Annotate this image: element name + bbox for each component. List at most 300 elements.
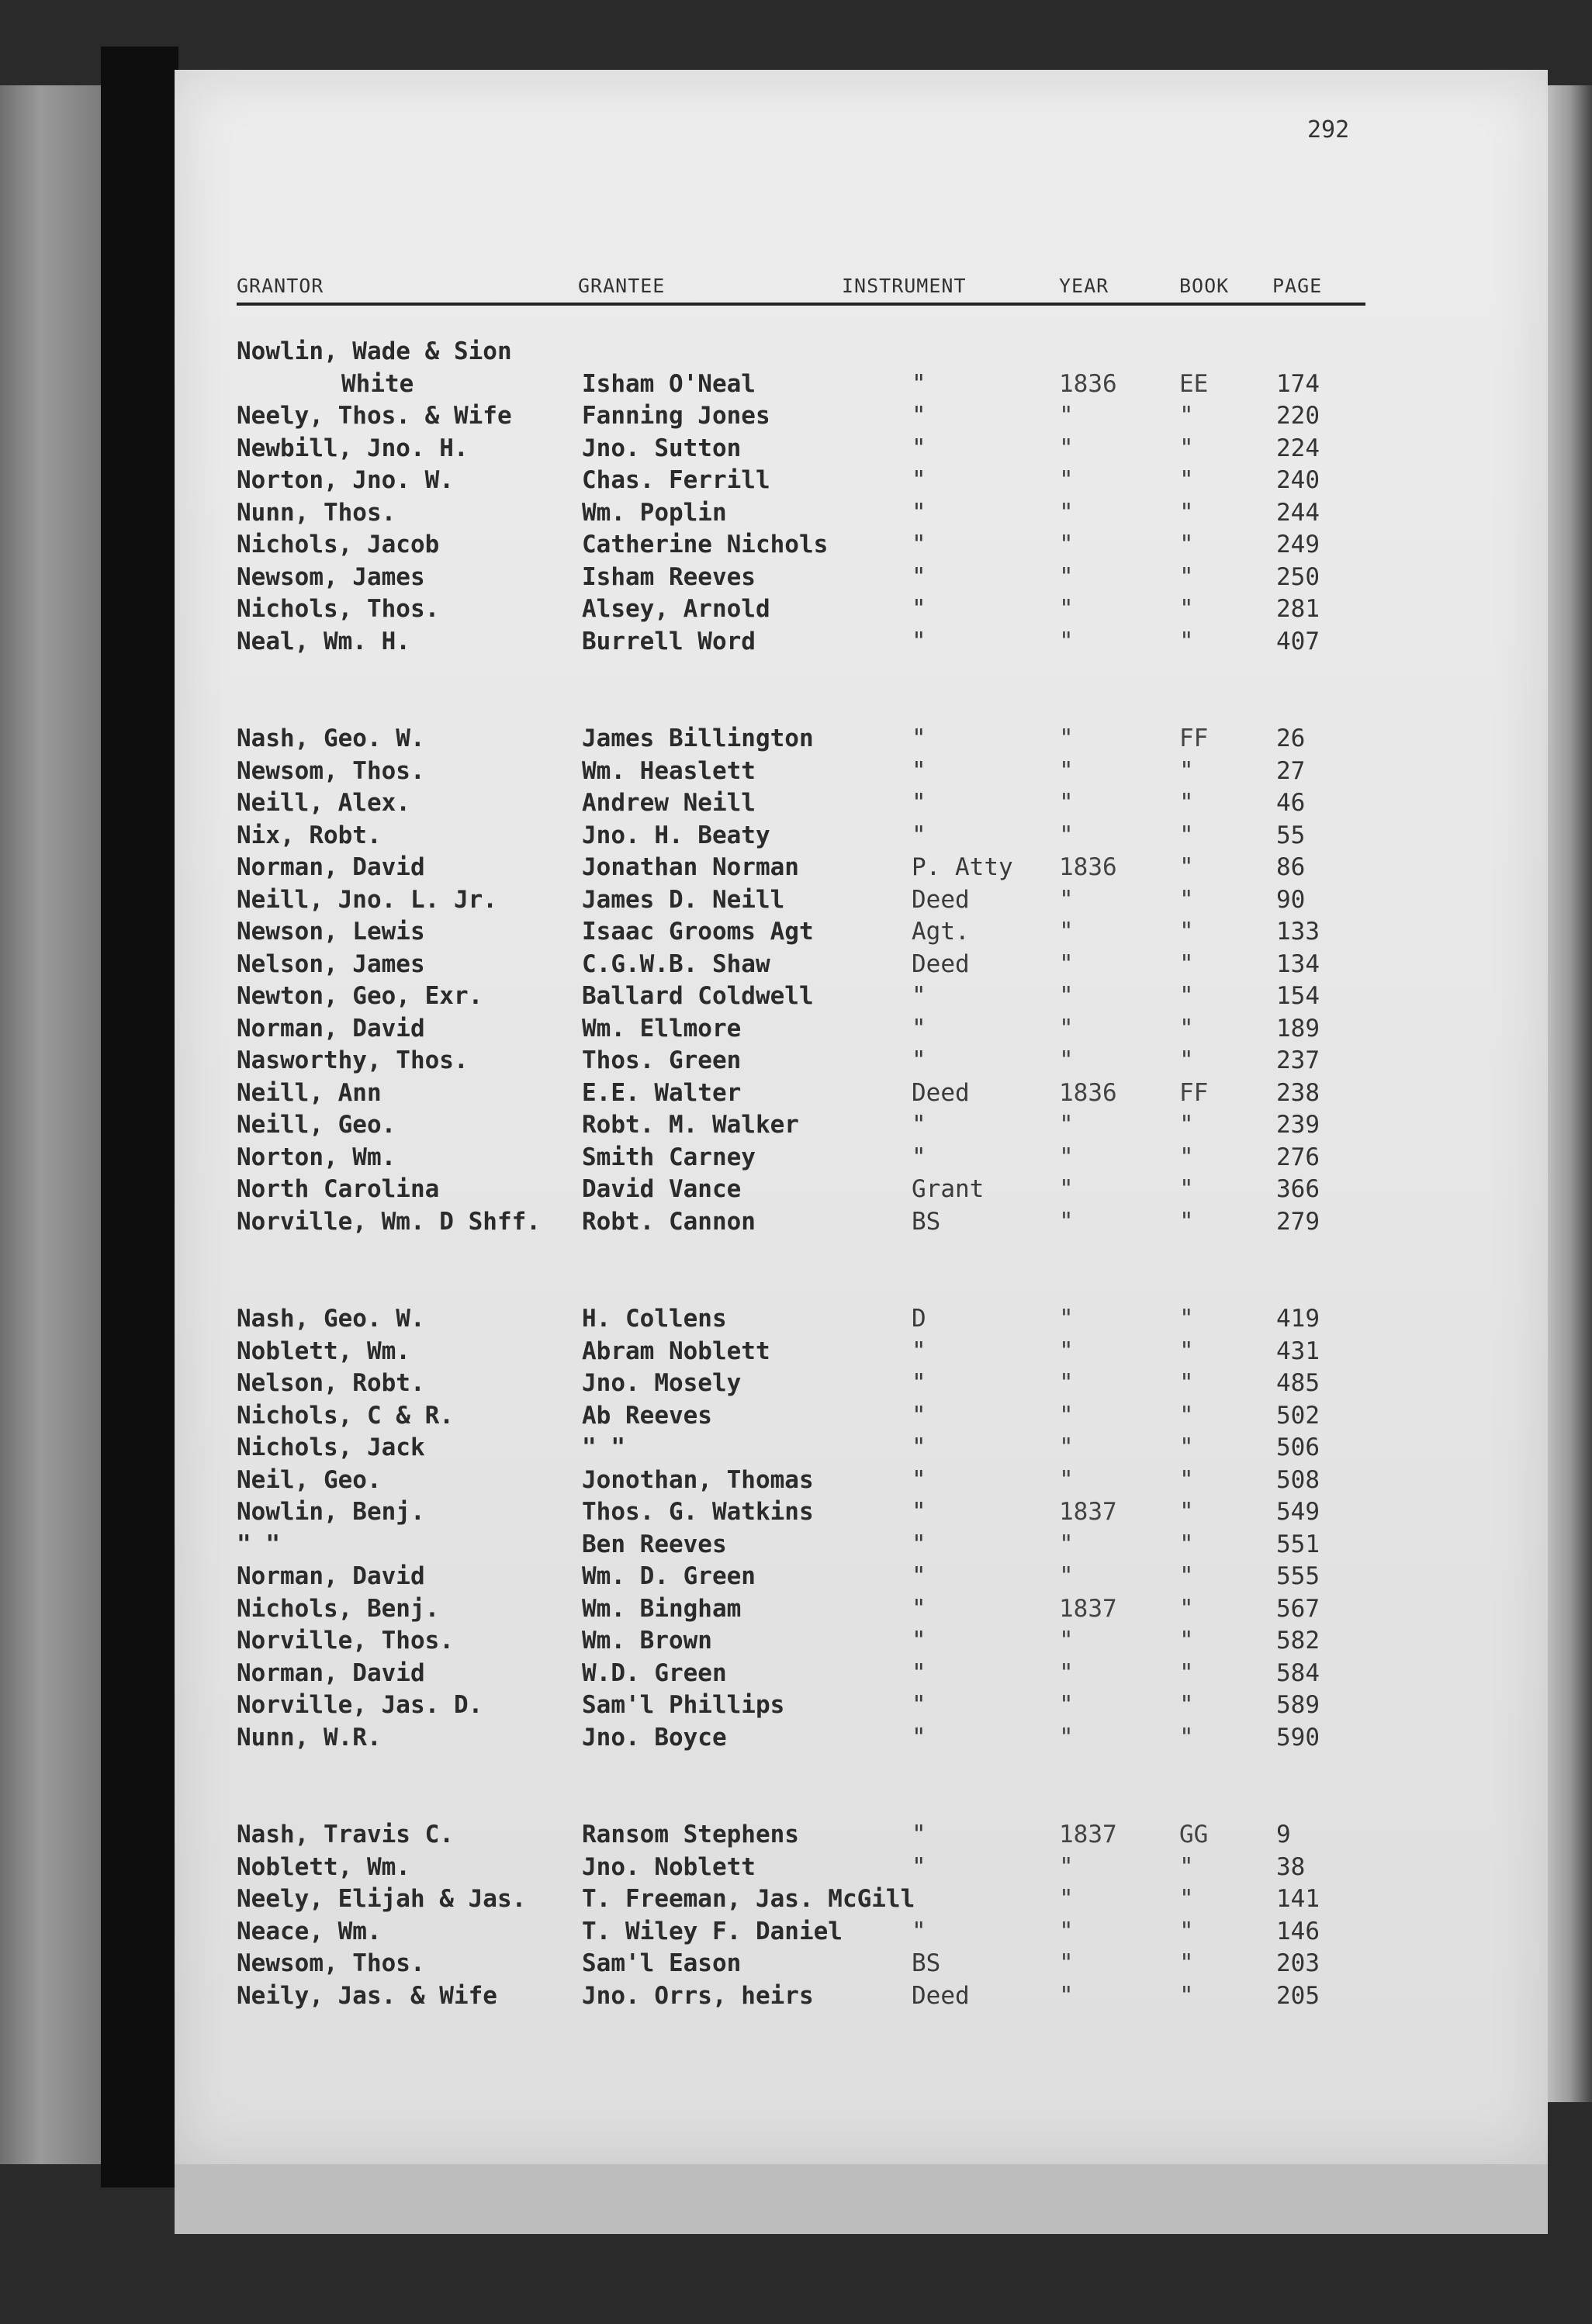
book-cell: ": [1179, 1465, 1194, 1494]
grantor-cell: Neill, Jno. L. Jr.: [237, 885, 497, 914]
page-cell: 224: [1276, 434, 1320, 462]
instrument-cell: ": [912, 1658, 926, 1687]
book-cell: ": [1179, 1530, 1194, 1558]
instrument-cell: ": [912, 1143, 926, 1171]
instrument-cell: ": [912, 1852, 926, 1881]
book-cell: ": [1179, 756, 1194, 785]
page-cell: 506: [1276, 1433, 1320, 1461]
instrument-cell: ": [912, 821, 926, 849]
page-cell: 141: [1276, 1885, 1320, 1913]
book-cell: ": [1179, 595, 1194, 623]
page-cell: 502: [1276, 1401, 1320, 1430]
grantor-cell: " ": [237, 1530, 280, 1558]
book-cell: ": [1179, 1498, 1194, 1526]
year-cell: ": [1059, 1949, 1074, 1977]
grantee-cell: Sam'l Phillips: [582, 1691, 785, 1719]
page-cell: 366: [1276, 1175, 1320, 1203]
ledger-row: [237, 1821, 1377, 1853]
grantee-cell: Wm. D. Green: [582, 1562, 756, 1590]
grantee-cell: Wm. Poplin: [582, 498, 727, 527]
grantor-cell: Nash, Geo. W.: [237, 1305, 425, 1333]
header-year: YEAR: [1059, 275, 1109, 297]
page-cell: 508: [1276, 1465, 1320, 1494]
ledger-row: [237, 821, 1377, 854]
book-cell: ": [1179, 1981, 1194, 2010]
year-cell: ": [1059, 1885, 1074, 1913]
book-cell: ": [1179, 1369, 1194, 1397]
instrument-cell: Agt.: [912, 918, 970, 946]
book-cell: FF: [1179, 725, 1209, 752]
ledger-row: [237, 1466, 1377, 1499]
instrument-cell: ": [912, 531, 926, 559]
grantee-cell: Burrell Word: [582, 627, 756, 655]
ledger-row: [237, 1402, 1377, 1434]
grantor-cell: Neace, Wm.: [237, 1917, 382, 1945]
entry-group: [237, 337, 1377, 659]
grantor-cell: Norville, Jas. D.: [237, 1691, 483, 1719]
instrument-cell: ": [912, 562, 926, 591]
grantee-cell: Thos. Green: [582, 1046, 742, 1074]
year-cell: ": [1059, 1369, 1074, 1397]
year-cell: ": [1059, 1691, 1074, 1719]
grantee-cell: C.G.W.B. Shaw: [582, 949, 770, 978]
instrument-cell: ": [912, 1821, 926, 1848]
ledger-row: [237, 725, 1377, 757]
grantee-cell: Thos. G. Watkins: [582, 1498, 814, 1526]
year-cell: ": [1059, 1530, 1074, 1558]
grantor-cell: Norville, Thos.: [237, 1627, 454, 1655]
page-number: 292: [1307, 116, 1350, 144]
grantor-cell: Neil, Geo.: [237, 1465, 382, 1494]
grantee-cell: Jonothan, Thomas: [582, 1465, 814, 1494]
book-cell: ": [1179, 1337, 1194, 1365]
header-instrument: INSTRUMENT: [842, 275, 967, 297]
year-cell: ": [1059, 1143, 1074, 1171]
grantor-cell: Nichols, Thos.: [237, 595, 440, 623]
ledger-row: [237, 1691, 1377, 1724]
header-book: BOOK: [1179, 275, 1230, 297]
year-cell: 1837: [1059, 1821, 1117, 1848]
page-cell: 9: [1276, 1821, 1291, 1848]
page-cell: 244: [1276, 498, 1320, 527]
year-cell: ": [1059, 1175, 1074, 1203]
year-cell: ": [1059, 1111, 1074, 1139]
grantor-cell: Newsom, Thos.: [237, 756, 425, 785]
page-cell: 133: [1276, 918, 1320, 946]
ledger-row: [237, 1079, 1377, 1112]
ledger-row: [237, 1498, 1377, 1530]
page-cell: 146: [1276, 1917, 1320, 1945]
page-cell: 27: [1276, 756, 1306, 785]
page-cell: 555: [1276, 1562, 1320, 1590]
grantee-cell: T. Wiley F. Daniel: [582, 1917, 843, 1945]
year-cell: 1837: [1059, 1594, 1117, 1623]
instrument-cell: Deed: [912, 1078, 970, 1107]
grantor-cell: Norman, David: [237, 1562, 425, 1590]
ledger-row: [237, 1208, 1377, 1240]
grantee-cell: " ": [582, 1433, 625, 1461]
ledger-row: [237, 1918, 1377, 1950]
page-cell: 276: [1276, 1143, 1320, 1171]
instrument-cell: ": [912, 434, 926, 462]
instrument-cell: ": [912, 627, 926, 655]
page-cell: 205: [1276, 1981, 1320, 2010]
grantor-cell: Norman, David: [237, 853, 425, 881]
grantee-cell: Alsey, Arnold: [582, 595, 770, 623]
year-cell: 1836: [1059, 853, 1117, 881]
ledger-row: [237, 982, 1377, 1015]
grantor-cell: Nowlin, Benj.: [237, 1498, 425, 1526]
grantor-cell: Norville, Wm. D Shff.: [237, 1207, 541, 1236]
ledger-row: [237, 370, 1377, 403]
grantee-cell: Robt. M. Walker: [582, 1111, 799, 1139]
page-cell: 431: [1276, 1337, 1320, 1365]
grantee-cell: Jno. Sutton: [582, 434, 742, 462]
group-spacer: [237, 1240, 1377, 1305]
year-cell: ": [1059, 1305, 1074, 1333]
grantee-cell: Ransom Stephens: [582, 1821, 799, 1848]
entry-group: [237, 1821, 1377, 2014]
instrument-cell: ": [912, 725, 926, 752]
instrument-cell: ": [912, 1111, 926, 1139]
book-cell: ": [1179, 949, 1194, 978]
ledger-entries: [237, 337, 1377, 2014]
grantee-cell: T. Freeman, Jas. McGill: [582, 1885, 915, 1913]
grantee-cell: Fanning Jones: [582, 402, 770, 430]
instrument-cell: ": [912, 1337, 926, 1365]
year-cell: ": [1059, 1562, 1074, 1590]
year-cell: ": [1059, 725, 1074, 752]
year-cell: ": [1059, 434, 1074, 462]
instrument-cell: BS: [912, 1207, 941, 1236]
ledger-row: [237, 918, 1377, 950]
instrument-cell: ": [912, 1917, 926, 1945]
ledger-row: [237, 1659, 1377, 1692]
instrument-cell: ": [912, 1594, 926, 1623]
ledger-row: [237, 1046, 1377, 1079]
header-grantee: GRANTEE: [578, 275, 666, 297]
instrument-cell: ": [912, 595, 926, 623]
grantee-cell: Isaac Grooms Agt: [582, 918, 814, 946]
ledger-row: [237, 1885, 1377, 1918]
ledger-row: [237, 1949, 1377, 1982]
ledger-row: [237, 402, 1377, 434]
page-cell: 281: [1276, 595, 1320, 623]
page-cell: 55: [1276, 821, 1306, 849]
ledger-row: [237, 337, 1377, 370]
page-cell: 250: [1276, 562, 1320, 591]
grantor-cell: Nelson, Robt.: [237, 1369, 425, 1397]
grantee-cell: Jno. Orrs, heirs: [582, 1981, 814, 2010]
ledger-row: [237, 757, 1377, 790]
grantee-cell: Jonathan Norman: [582, 853, 799, 881]
year-cell: ": [1059, 1014, 1074, 1043]
book-cell: ": [1179, 1207, 1194, 1236]
grantor-cell: Norton, Jno. W.: [237, 466, 454, 494]
grantee-cell: H. Collens: [582, 1305, 727, 1333]
grantee-cell: Sam'l Eason: [582, 1949, 742, 1977]
page-cell: 238: [1276, 1078, 1320, 1107]
grantor-cell: Newson, Lewis: [237, 918, 425, 946]
grantee-cell: David Vance: [582, 1175, 742, 1203]
instrument-cell: ": [912, 1014, 926, 1043]
book-cell: FF: [1179, 1078, 1209, 1107]
instrument-cell: ": [912, 1046, 926, 1074]
book-cell: ": [1179, 627, 1194, 655]
ledger-row: [237, 595, 1377, 628]
year-cell: ": [1059, 982, 1074, 1010]
instrument-cell: ": [912, 1627, 926, 1655]
year-cell: ": [1059, 627, 1074, 655]
ledger-row: [237, 1433, 1377, 1466]
book-cell: ": [1179, 531, 1194, 559]
book-cell: GG: [1179, 1821, 1209, 1848]
grantee-cell: Wm. Bingham: [582, 1594, 742, 1623]
grantee-cell: Catherine Nichols: [582, 531, 829, 559]
ledger-row: [237, 1853, 1377, 1886]
ledger-row: [237, 1015, 1377, 1047]
year-cell: 1837: [1059, 1498, 1117, 1526]
page-cell: 38: [1276, 1852, 1306, 1881]
instrument-cell: ": [912, 369, 926, 398]
grantor-cell: White: [341, 369, 414, 398]
page-cell: 590: [1276, 1723, 1320, 1752]
ledger-row: [237, 886, 1377, 918]
year-cell: ": [1059, 789, 1074, 817]
entry-group: [237, 1305, 1377, 1755]
book-cell: ": [1179, 1305, 1194, 1333]
book-cell: ": [1179, 1562, 1194, 1590]
book-cell: ": [1179, 498, 1194, 527]
book-cell: ": [1179, 789, 1194, 817]
book-cell: ": [1179, 1627, 1194, 1655]
page-cell: 90: [1276, 885, 1306, 914]
instrument-cell: ": [912, 1433, 926, 1461]
year-cell: ": [1059, 1852, 1074, 1881]
grantee-cell: Robt. Cannon: [582, 1207, 756, 1236]
grantor-cell: Newsom, Thos.: [237, 1949, 425, 1977]
page-cell: 249: [1276, 531, 1320, 559]
grantor-cell: Noblett, Wm.: [237, 1852, 410, 1881]
book-cell: ": [1179, 1852, 1194, 1881]
page-cell: 485: [1276, 1369, 1320, 1397]
grantor-cell: Norman, David: [237, 1014, 425, 1043]
year-cell: ": [1059, 1207, 1074, 1236]
instrument-cell: BS: [912, 1949, 941, 1977]
grantee-cell: Isham Reeves: [582, 562, 756, 591]
grantor-cell: Nash, Travis C.: [237, 1821, 454, 1848]
instrument-cell: ": [912, 982, 926, 1010]
grantor-cell: Neely, Thos. & Wife: [237, 402, 512, 430]
instrument-cell: ": [912, 1369, 926, 1397]
year-cell: ": [1059, 918, 1074, 946]
instrument-cell: ": [912, 498, 926, 527]
instrument-cell: ": [912, 1723, 926, 1752]
instrument-cell: ": [912, 1530, 926, 1558]
book-cell: ": [1179, 466, 1194, 494]
grantor-cell: Neely, Elijah & Jas.: [237, 1885, 527, 1913]
instrument-cell: Deed: [912, 949, 970, 978]
group-spacer: [237, 1755, 1377, 1821]
grantee-cell: W.D. Green: [582, 1658, 727, 1687]
page-bottom-margin: [175, 2164, 1548, 2234]
grantor-cell: Norman, David: [237, 1658, 425, 1687]
year-cell: ": [1059, 1401, 1074, 1430]
ledger-row: [237, 789, 1377, 821]
year-cell: ": [1059, 1337, 1074, 1365]
ledger-row: [237, 434, 1377, 467]
year-cell: ": [1059, 885, 1074, 914]
page-cell: 239: [1276, 1111, 1320, 1139]
column-header-row: [237, 268, 1365, 306]
book-cell: ": [1179, 1723, 1194, 1752]
grantee-cell: Smith Carney: [582, 1143, 756, 1171]
header-rule: [237, 303, 1365, 306]
instrument-cell: ": [912, 1562, 926, 1590]
instrument-cell: Deed: [912, 1981, 970, 2010]
book-cell: ": [1179, 562, 1194, 591]
instrument-cell: Grant: [912, 1175, 985, 1203]
year-cell: ": [1059, 562, 1074, 591]
grantor-cell: Nelson, James: [237, 949, 425, 978]
year-cell: ": [1059, 1658, 1074, 1687]
book-cell: ": [1179, 1949, 1194, 1977]
grantor-cell: Nichols, C & R.: [237, 1401, 454, 1430]
grantor-cell: Nasworthy, Thos.: [237, 1046, 469, 1074]
page-cell: 220: [1276, 402, 1320, 430]
grantee-cell: Ballard Coldwell: [582, 982, 814, 1010]
page-cell: 26: [1276, 725, 1306, 752]
grantor-cell: Neal, Wm. H.: [237, 627, 410, 655]
instrument-cell: ": [912, 466, 926, 494]
page-cell: 567: [1276, 1594, 1320, 1623]
year-cell: ": [1059, 531, 1074, 559]
ledger-row: [237, 563, 1377, 596]
year-cell: ": [1059, 756, 1074, 785]
page-cell: 237: [1276, 1046, 1320, 1074]
page-cell: 279: [1276, 1207, 1320, 1236]
book-cell: ": [1179, 1691, 1194, 1719]
instrument-cell: ": [912, 1465, 926, 1494]
year-cell: ": [1059, 498, 1074, 527]
ledger-row: [237, 1530, 1377, 1563]
ledger-row: [237, 1595, 1377, 1627]
book-cell: ": [1179, 1175, 1194, 1203]
book-cell: ": [1179, 918, 1194, 946]
grantor-cell: Nowlin, Wade & Sion: [237, 337, 512, 365]
page-cell: 549: [1276, 1498, 1320, 1526]
grantor-cell: Nichols, Benj.: [237, 1594, 440, 1623]
year-cell: ": [1059, 1917, 1074, 1945]
page-cell: 154: [1276, 982, 1320, 1010]
grantor-cell: Neill, Ann: [237, 1078, 382, 1107]
ledger-row: [237, 1982, 1377, 2014]
book-cell: ": [1179, 402, 1194, 430]
book-cell: ": [1179, 1111, 1194, 1139]
ledger-row: [237, 1369, 1377, 1402]
page-cell: 86: [1276, 853, 1306, 881]
year-cell: ": [1059, 402, 1074, 430]
grantee-cell: Ben Reeves: [582, 1530, 727, 1558]
page-cell: 551: [1276, 1530, 1320, 1558]
page-cell: 203: [1276, 1949, 1320, 1977]
book-cell: ": [1179, 885, 1194, 914]
year-cell: ": [1059, 949, 1074, 978]
page-cell: 134: [1276, 949, 1320, 978]
ledger-row: [237, 1724, 1377, 1756]
book-spine: [101, 47, 178, 2187]
year-cell: ": [1059, 1723, 1074, 1752]
ledger-row: [237, 499, 1377, 531]
page-cell: 582: [1276, 1627, 1320, 1655]
grantee-cell: Jno. H. Beaty: [582, 821, 770, 849]
ledger-row: [237, 466, 1377, 499]
ledger-row: [237, 628, 1377, 660]
grantee-cell: Abram Noblett: [582, 1337, 770, 1365]
year-cell: ": [1059, 1465, 1074, 1494]
page-cell: 407: [1276, 627, 1320, 655]
year-cell: ": [1059, 1046, 1074, 1074]
grantee-cell: Jno. Noblett: [582, 1852, 756, 1881]
grantor-cell: Newsom, James: [237, 562, 425, 591]
ledger-row: [237, 950, 1377, 983]
year-cell: ": [1059, 466, 1074, 494]
grantee-cell: James D. Neill: [582, 885, 785, 914]
group-spacer: [237, 659, 1377, 725]
year-cell: ": [1059, 821, 1074, 849]
year-cell: ": [1059, 1981, 1074, 2010]
grantor-cell: Neill, Geo.: [237, 1111, 396, 1139]
book-cell: ": [1179, 1433, 1194, 1461]
ledger-row: [237, 1627, 1377, 1659]
year-cell: ": [1059, 1433, 1074, 1461]
grantor-cell: Neill, Alex.: [237, 789, 410, 817]
book-cell: ": [1179, 1046, 1194, 1074]
page-cell: 240: [1276, 466, 1320, 494]
grantee-cell: Wm. Heaslett: [582, 756, 756, 785]
ledger-row: [237, 1305, 1377, 1337]
instrument-cell: Deed: [912, 885, 970, 914]
ledger-row: [237, 853, 1377, 886]
grantor-cell: Norton, Wm.: [237, 1143, 396, 1171]
book-cell: EE: [1179, 369, 1209, 398]
grantee-cell: Andrew Neill: [582, 789, 756, 817]
book-cell: ": [1179, 821, 1194, 849]
grantee-cell: E.E. Walter: [582, 1078, 742, 1107]
page-cell: 584: [1276, 1658, 1320, 1687]
grantee-cell: Wm. Ellmore: [582, 1014, 742, 1043]
book-cell: ": [1179, 1014, 1194, 1043]
grantee-cell: James Billington: [582, 725, 814, 752]
year-cell: 1836: [1059, 1078, 1117, 1107]
page-cell: 419: [1276, 1305, 1320, 1333]
grantee-cell: Jno. Mosely: [582, 1369, 742, 1397]
grantor-cell: North Carolina: [237, 1175, 440, 1203]
grantor-cell: Newbill, Jno. H.: [237, 434, 469, 462]
year-cell: 1836: [1059, 369, 1117, 398]
year-cell: ": [1059, 1627, 1074, 1655]
page-cell: 189: [1276, 1014, 1320, 1043]
entry-group: [237, 725, 1377, 1240]
adjacent-page-edge: [0, 85, 101, 2164]
page-cell: 46: [1276, 789, 1306, 817]
grantor-cell: Nix, Robt.: [237, 821, 382, 849]
page-cell: 174: [1276, 369, 1320, 398]
ledger-row: [237, 1143, 1377, 1176]
book-cell: ": [1179, 1143, 1194, 1171]
instrument-cell: ": [912, 1498, 926, 1526]
instrument-cell: ": [912, 1691, 926, 1719]
